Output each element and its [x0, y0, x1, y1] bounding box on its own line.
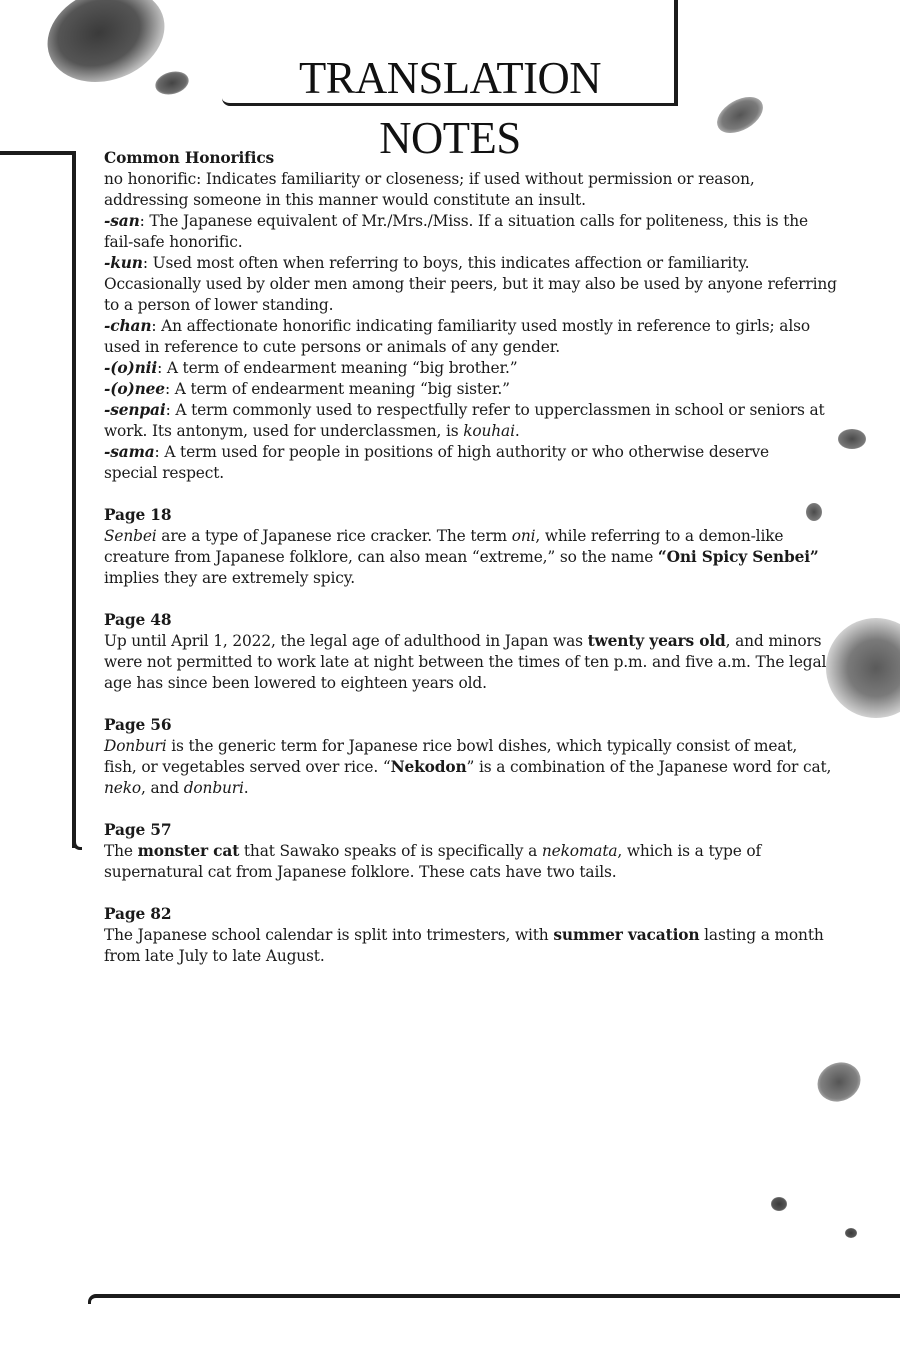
kun-entry-line1 [104, 253, 824, 274]
page57-line2: supernatural cat from Japanese folklore. These cats have two tails. [104, 863, 617, 881]
san-term: -san [104, 212, 140, 230]
page56-heading: Page 56 [104, 716, 172, 734]
chan-desc: : An affectionate honorific indicating familiarity used mostly in reference to girls; also [151, 317, 810, 335]
senpai-entry-line1 [104, 400, 824, 421]
onii-entry [104, 358, 824, 379]
honorifics-section [104, 148, 837, 484]
page48-line1 [104, 631, 824, 652]
chan-entry-line2: used in reference to cute persons or animals of any gender. [104, 338, 560, 356]
senpai-line2-text: work. Its antonym, used for underclassmen, is [104, 422, 464, 440]
chan-entry-line1 [104, 316, 824, 337]
no-honorific-line2: addressing someone in this manner would constitute an insult. [104, 191, 586, 209]
onii-desc: : A term of endearment meaning “big brother.” [157, 359, 518, 377]
ink-splotch-small-left [153, 68, 192, 98]
page18-line3: implies they are extremely spicy. [104, 569, 355, 587]
ink-splotch-right-1 [838, 429, 866, 449]
onee-entry [104, 379, 824, 400]
onee-desc: : A term of endearment meaning “big sister.” [164, 380, 510, 398]
kun-entry-line2: Occasionally used by older men among their peers, but it may also be used by anyone referring [104, 275, 837, 293]
page48-heading: Page 48 [104, 611, 172, 629]
twenty-years-old: twenty years old [587, 632, 726, 650]
page48-line1-text: Up until April 1, 2022, the legal age of adulthood in Japan was [104, 632, 588, 650]
kun-entry-line3: to a person of lower standing. [104, 296, 334, 314]
sama-entry-line2: special respect. [104, 464, 225, 482]
sama-entry-line1 [104, 442, 824, 463]
page18-line1 [104, 526, 824, 547]
page18-section [104, 505, 824, 589]
ink-splotch-right-4 [771, 1197, 787, 1211]
no-honorific-line1: no honorific: Indicates familiarity or closeness; if used without permission or reason, [104, 170, 755, 188]
senpai-desc: : A term commonly used to respectfully refer to upperclassmen in school or seniors at [165, 401, 825, 419]
page18-heading: Page 18 [104, 506, 172, 524]
page18-line2 [104, 547, 824, 568]
page82-line1-end: lasting a month [699, 926, 824, 944]
chan-term: -chan [104, 317, 152, 335]
ink-splotch-right-large [826, 618, 900, 718]
donburi-term-2: donburi [183, 779, 244, 797]
page56-line3 [104, 778, 824, 799]
page56-line3-end: . [243, 779, 249, 797]
page48-line3: age has since been lowered to eighteen years old. [104, 674, 487, 692]
page56-line3-mid: , and [141, 779, 184, 797]
page56-line1 [104, 736, 824, 757]
page56-line2 [104, 757, 832, 778]
neko-term: neko [104, 779, 142, 797]
page57-line1-text: The [104, 842, 138, 860]
nekomata-term: nekomata [541, 842, 618, 860]
page57-line1-mid: that Sawako speaks of is specifically a [239, 842, 542, 860]
left-bracket-foot [72, 838, 82, 850]
kun-desc: : Used most often when referring to boys, this indicates affection or familiarity. [142, 254, 750, 272]
left-bracket-rule [0, 151, 76, 848]
page18-line1-end: , while referring to a demon-like [535, 527, 784, 545]
page82-section [104, 904, 824, 967]
page-title: TRANSLATION NOTES [298, 52, 602, 163]
ink-splotch-top-right [711, 90, 769, 141]
page82-line1 [104, 925, 824, 946]
sama-term: -sama [104, 443, 155, 461]
page48-line2: were not permitted to work late at night between the times of ten p.m. and five a.m. The legal [104, 653, 827, 671]
donburi-term: Donburi [104, 737, 167, 755]
san-entry-line2: fail-safe honorific. [104, 233, 243, 251]
oni-term: oni [511, 527, 536, 545]
onee-term: -(o)nee [104, 380, 165, 398]
page82-line2: from late July to late August. [104, 947, 325, 965]
page82-heading: Page 82 [104, 905, 172, 923]
notes-content [104, 148, 837, 988]
senpai-term: -senpai [104, 401, 166, 419]
page18-line2-text: creature from Japanese folklore, can also mean “extreme,” so the name [104, 548, 658, 566]
page56-line2-text: fish, or vegetables served over rice. “ [104, 758, 391, 776]
monster-cat: monster cat [137, 842, 240, 860]
onii-term: -(o)nii [104, 359, 158, 377]
summer-vacation: summer vacation [553, 926, 700, 944]
page56-line2-end: ” is a combination of the Japanese word for cat, [466, 758, 832, 776]
page57-line1-end: , which is a type of [617, 842, 762, 860]
page82-line1-text: The Japanese school calendar is split into trimesters, with [104, 926, 554, 944]
ink-splotch-right-5 [845, 1228, 857, 1238]
senpai-line2-end: . [514, 422, 520, 440]
senbei-term: Senbei [104, 527, 157, 545]
page18-line1-mid: are a type of Japanese rice cracker. The term [156, 527, 512, 545]
senpai-entry-line2 [104, 421, 824, 442]
page57-section [104, 820, 824, 883]
page57-heading: Page 57 [104, 821, 172, 839]
kun-term: -kun [104, 254, 143, 272]
san-entry-line1 [104, 211, 824, 232]
page56-section [104, 715, 832, 799]
nekodon-term: Nekodon [390, 758, 467, 776]
page48-line1-end: , and minors [725, 632, 822, 650]
oni-spicy-senbei-name: “Oni Spicy Senbei” [657, 548, 819, 566]
honorifics-heading: Common Honorifics [104, 149, 275, 167]
kouhai-term: kouhai [463, 422, 515, 440]
page56-line1-rest: is the generic term for Japanese rice bowl dishes, which typically consist of meat, [166, 737, 798, 755]
san-desc: : The Japanese equivalent of Mr./Mrs./Miss. If a situation calls for politeness, this is the [139, 212, 809, 230]
ink-splotch-right-3 [811, 1055, 867, 1108]
bottom-rule [88, 1294, 900, 1304]
page48-section [104, 610, 827, 694]
page57-line1 [104, 841, 824, 862]
sama-desc: : A term used for people in positions of high authority or who otherwise deserve [154, 443, 769, 461]
